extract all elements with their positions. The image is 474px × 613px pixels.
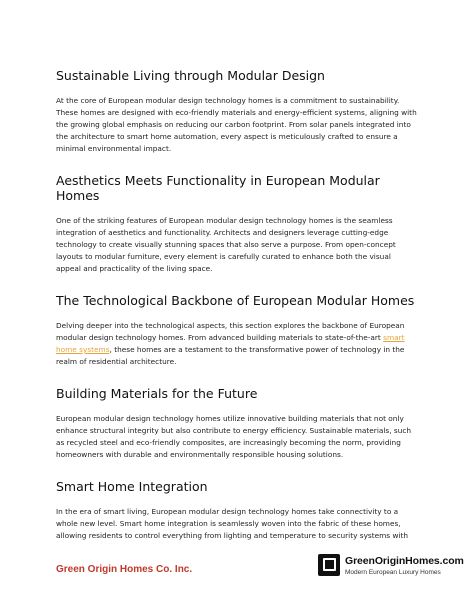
- section-paragraph: European modular design technology homes utilize innovative building materials that not only enhance structural integrity but also contribute to energy efficiency. Sustainable materials, such as recycled steel and eco-friendly composites, are increasingly becoming the norm, providing homeowners with durable and environmentally responsible housing solutions.: [56, 414, 412, 459]
- section-paragraph: [56, 320, 418, 368]
- paragraph-text: , these homes are a testament to the transformative power of technology in the realm of residential architecture.: [56, 345, 405, 366]
- section-heading: Sustainable Living through Modular Design: [56, 68, 325, 83]
- section-heading: Building Materials for the Future: [56, 386, 258, 401]
- section-heading: The Technological Backbone of European Modular Homes: [56, 293, 415, 308]
- logo-text: GreenOriginHomes.com: [345, 555, 464, 567]
- section-paragraph: One of the striking features of European modular design technology homes is the seamless integration of aesthetics and functionality. Architects and designers leverage cutting-edge technology to create visually stunning spaces that also serve a purpose. From open-concept layouts to modular furniture, every element is carefully curated to enhance both the visual appeal and practicality of the living space.: [56, 216, 396, 273]
- logo-mark-icon: [318, 554, 340, 576]
- company-name: Green Origin Homes Co. Inc.: [56, 564, 193, 575]
- logo-tagline: Modern European Luxury Homes: [345, 569, 441, 576]
- smart-home-systems-link[interactable]: smart home systems: [56, 333, 405, 354]
- paragraph-text: Delving deeper into the technological aspects, this section explores the backbone of European modular design technology homes. From advanced building materials to state-of-the-art: [56, 321, 405, 342]
- section-heading: Smart Home Integration: [56, 479, 208, 494]
- section-paragraph: At the core of European modular design technology homes is a commitment to sustainability. These homes are designed with eco-friendly materials and energy-efficient systems, aligning with the growing global emphasis on reducing our carbon footprint. From solar panels integrated into the architecture to smart home automation, every aspect is meticulously crafted to ensure a minimal environmental impact.: [56, 96, 417, 153]
- section-paragraph: In the era of smart living, European modular design technology homes take connectivity to a whole new level. Smart home integration is seamlessly woven into the fabric of these homes, allowing residents to control everything from lighting and temperature to security systems with: [56, 507, 409, 540]
- page-footer: [0, 552, 474, 592]
- section-heading: Aesthetics Meets Functionality in European Modular Homes: [56, 173, 380, 203]
- brand-logo: [318, 554, 464, 582]
- document-body: [56, 60, 418, 542]
